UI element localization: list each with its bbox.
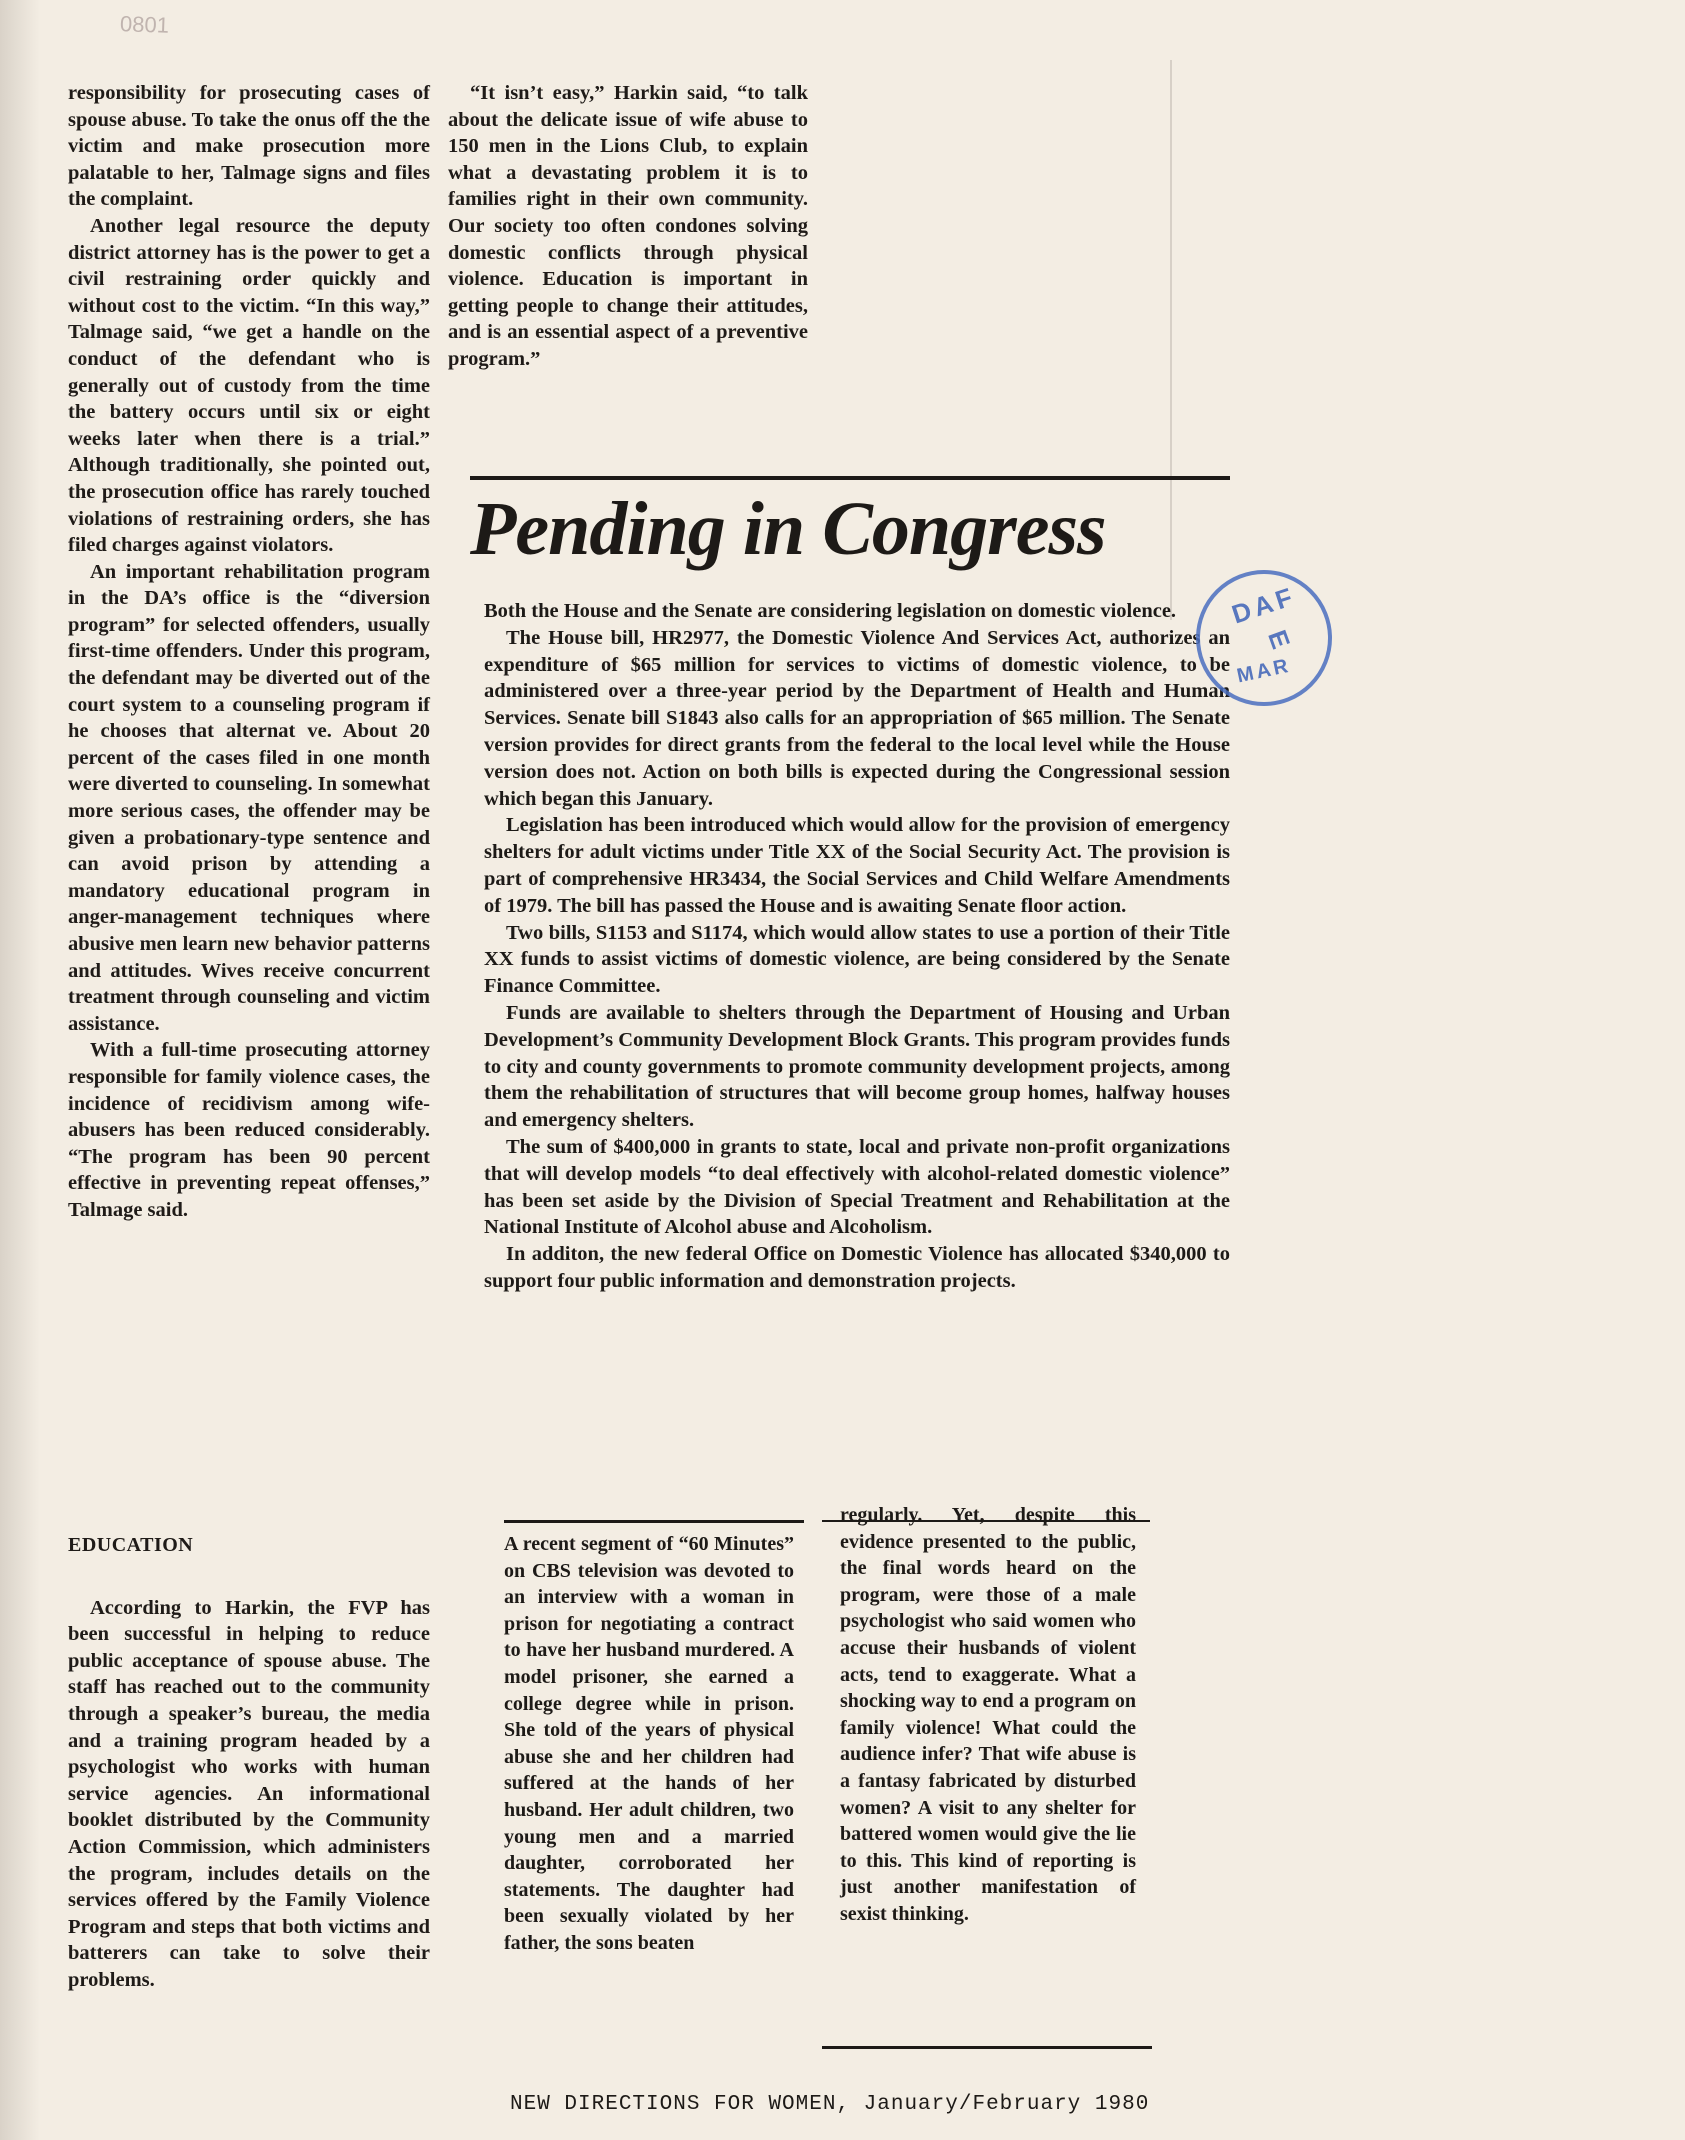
- left-column: [68, 80, 430, 1224]
- page-edge-shadow: [0, 0, 40, 2140]
- handwritten-corner-mark: 0801: [119, 11, 170, 38]
- left-paragraph: Another legal resource the deputy district attorney has is the power to get a civil restraining order quickly and without cost to the victim. “In this way,” Talmage said, “we get a handle on the conduct of the defendant who is generally out of custody from the time the battery occurs until six or eight weeks later when there is a trial.” Although traditionally, she pointed out, the prosecution office has rarely touched violations of restraining orders, she has filed charges against violators.: [68, 214, 430, 557]
- sidebar-paragraph: Legislation has been introduced which would allow for the provision of emergency shelters for adult victims under Title XX of the Social Security Act. The provision is part of comprehensive HR3434, the Social Services and Child Welfare Amendments of 1979. The bill has passed the House and is awaiting Senate floor action.: [484, 814, 1230, 917]
- sixty-minutes-column-left: [504, 1531, 794, 1957]
- bleed-through-column-b: [1240, 250, 1640, 1960]
- sidebar-paragraph: The sum of $400,000 in grants to state, local and private non-profit organizations that will develop models “to deal effectively with alcohol-related domestic violence” has been set aside by the Division of Special Treatment and Rehabilitation at the National Institute of Alcohol abuse and Alcoholism.: [484, 1135, 1230, 1239]
- education-section: [68, 1532, 430, 1994]
- sidebar-paragraph: Two bills, S1153 and S1174, which would allow states to use a portion of their Title XX funds to assist victims of domestic violence, are being considered by the Senate Finance Committee.: [484, 921, 1230, 998]
- received-date-stamp: [1196, 570, 1332, 706]
- bottom-box-end-rule: [822, 2046, 1152, 2049]
- sixty-minutes-paragraph: A recent segment of “60 Minutes” on CBS television was devoted to an interview with a woman in prison for negotiating a contract to have her husband murdered. A model prisoner, she earned a college degree while in prison. She told of the years of physical abuse she and her children had suffered at the hands of her husband. Her adult children, two young men and a married daughter, corroborated her statements. The daughter had been sexually violated by her father, the sons beaten: [504, 1533, 794, 1954]
- left-paragraph: With a full-time prosecuting attorney responsible for family violence cases, the incidence of recidivism among wife-abusers has been reduced considerably. “The program has been 90 percent effective in preventing repeat offenses,” Talmage said.: [68, 1039, 430, 1221]
- harkin-quote-paragraph: “It isn’t easy,” Harkin said, “to talk about the delicate issue of wife abuse to 150 men in the Lions Club, to explain what a devastating problem it is to families right in their own community. Our society too often condones solving domestic conflicts through physical violence. Education is important in getting people to change their attitudes, and is an essential aspect of a preventive program.”: [448, 82, 808, 370]
- stamp-top-text: DAF: [1228, 580, 1300, 630]
- education-heading: EDUCATION: [68, 1534, 194, 1556]
- publication-footer: NEW DIRECTIONS FOR WOMEN, January/February 1980: [510, 2093, 1150, 2116]
- middle-top-column: [448, 80, 808, 373]
- stamp-side-text: E: [1262, 626, 1297, 653]
- education-paragraph: According to Harkin, the FVP has been successful in helping to reduce public acceptance of spouse abuse. The staff has reached out to the community through a speaker’s bureau, the media and a training program headed by a psychologist who works with human service agencies. An informational booklet distributed by the Community Action Commission, which administers the program, includes details on the services offered by the Family Violence Program and steps that both victims and batterers can take to solve their problems.: [68, 1596, 430, 1991]
- pending-in-congress-sidebar: [484, 598, 1230, 1295]
- sixty-minutes-continuation: regularly. Yet, despite this evidence presented to the public, the final words heard on the program, were those of a male psychologist who said women who accuse their husbands of violent acts, tend to exaggerate. What a shocking way to end a program on family violence! What could the audience infer? That wife abuse is a fantasy fabricated by disturbed women? A visit to any shelter for battered women would give the lie to this. This kind of reporting is just another manifestation of sexist thinking.: [840, 1504, 1136, 1925]
- bottom-box-left-rule: [504, 1520, 804, 1523]
- sidebar-paragraph: Funds are available to shelters through the Department of Housing and Urban Development’s Community Development Block Grants. This program provides funds to city and county governments to promote community development projects, among them the rehabilitation of structures that will become group homes, halfway houses and emergency shelters.: [484, 1001, 1230, 1132]
- stamp-bottom-text: MAR: [1234, 654, 1293, 688]
- sixty-minutes-column-right: [840, 1502, 1136, 1928]
- sidebar-title: Pending in Congress: [470, 487, 1106, 571]
- sidebar-paragraph: In additon, the new federal Office on Domestic Violence has allocated $340,000 to support four public information and demonstration projects.: [484, 1243, 1230, 1292]
- left-paragraph: responsibility for prosecuting cases of spouse abuse. To take the onus off the the victim and make prosecution more palatable to her, Talmage signs and files the complaint.: [68, 82, 430, 211]
- sidebar-top-rule: [470, 476, 1230, 480]
- left-paragraph: An important rehabilitation program in the DA’s office is the “diversion program” for selected offenders, usually first-time offenders. Under this program, the defendant may be diverted out of the court system to a counseling program if he chooses that alternat ve. About 20 percent of the cases filed in one month were diverted to counseling. In somewhat more serious cases, the offender may be given a probationary-type sentence and can avoid prison by attending a mandatory educational program in anger-management techniques where abusive men learn new behavior patterns and attitudes. Wives receive concurrent treatment through counseling and victim assistance.: [68, 560, 430, 1035]
- sidebar-paragraph: The House bill, HR2977, the Domestic Violence And Services Act, authorizes an expenditure of $65 million for services to victims of domestic violence, to be administered over a three-year period by the Department of Health and Human Services. Senate bill S1843 also calls for an appropriation of $65 million. The Senate version provides for direct grants from the federal to the local level while the House version does not. Action on both bills is expected during the Congressional session which began this January.: [484, 626, 1230, 810]
- sidebar-paragraph: Both the House and the Senate are considering legislation on domestic violence.: [484, 600, 1177, 622]
